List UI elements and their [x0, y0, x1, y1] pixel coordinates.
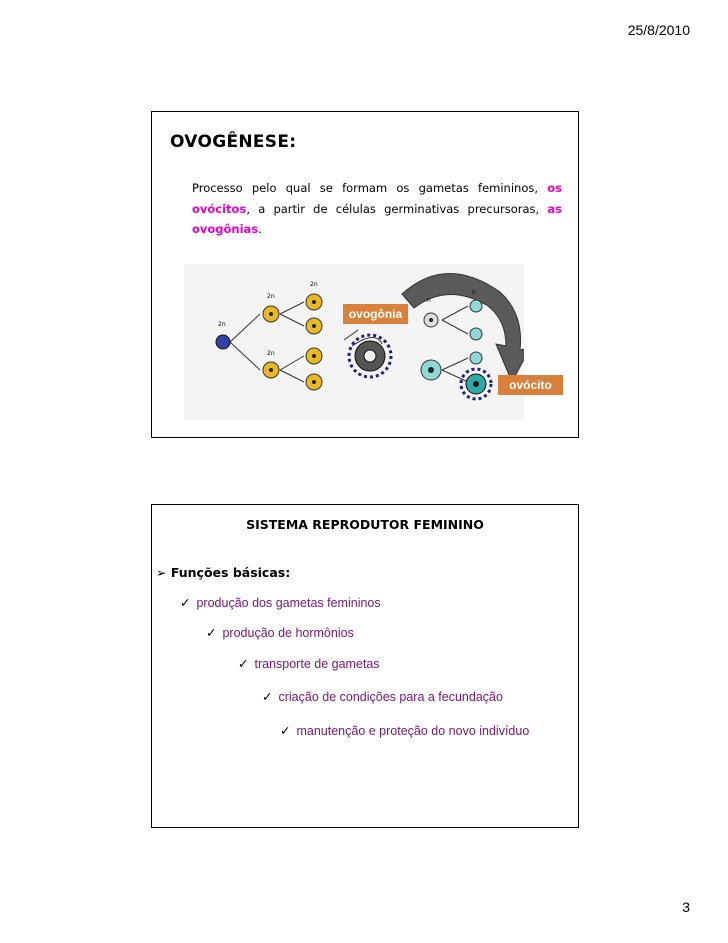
list-item-label: produção dos gametas femininos [196, 596, 381, 610]
branch-line [442, 358, 468, 382]
cell-label: n [427, 297, 431, 304]
cell-nucleus [312, 324, 316, 328]
branch-line [280, 302, 304, 326]
branch-line [230, 314, 260, 370]
list-item [180, 595, 381, 610]
cell-group [263, 293, 279, 378]
cell-nucleus [429, 318, 433, 322]
cell-label: 2n [267, 293, 275, 300]
cell-nucleus [312, 300, 316, 304]
list-item [280, 723, 529, 738]
slide-paragraph [192, 178, 562, 240]
cell-n [470, 352, 482, 364]
cell-n [470, 300, 482, 312]
heading-text: Funções básicas: [170, 565, 291, 580]
page-date: 25/8/2010 [627, 22, 690, 38]
paragraph-text: Processo pelo qual se formam os gametas femininos, [192, 181, 539, 195]
slide-title: SISTEMA REPRODUTOR FEMININO [246, 517, 484, 532]
oogenesis-diagram-svg [184, 264, 524, 420]
list-item-label: produção de hormônios [222, 626, 354, 640]
list-item-label: transporte de gametas [254, 657, 380, 671]
slide-ovogenese [151, 111, 579, 438]
cell-nucleus [312, 354, 316, 358]
cell-label: n [472, 289, 476, 296]
arrow-bullet-icon: ➢ [156, 565, 167, 580]
germ-cell [216, 335, 230, 349]
section-heading [156, 565, 290, 580]
cell-n [470, 328, 482, 340]
slide-title: OVOGÊNESE: [170, 132, 297, 152]
oogenesis-diagram [184, 264, 524, 420]
cell-nucleus [428, 367, 434, 373]
checkmark-icon: ✓ [206, 626, 217, 640]
process-arrow-icon [402, 273, 524, 382]
list-item [262, 689, 503, 704]
slide-sistema-reprodutor [151, 504, 579, 828]
cell-nucleus [312, 380, 316, 384]
cell-nucleus [269, 368, 273, 372]
list-item-label: manutenção e proteção do novo indivíduo [296, 724, 530, 738]
label-ovogonia: ovogônia [343, 304, 408, 324]
paragraph-text: , a partir de células germinativas precursoras, [246, 201, 540, 216]
branch-line [442, 306, 468, 334]
cell-nucleus [269, 312, 273, 316]
checkmark-icon: ✓ [238, 657, 249, 671]
checkmark-icon: ✓ [262, 690, 273, 704]
term-ovocitos: os ovócitos [192, 181, 562, 216]
cell-label: 2n [267, 350, 275, 357]
cell-nucleus [473, 381, 479, 387]
list-item-label: criação de condições para a fecundação [278, 690, 503, 704]
branch-line [280, 356, 304, 382]
list-item [238, 656, 380, 671]
cell-group [306, 281, 322, 390]
checkmark-icon: ✓ [280, 724, 291, 738]
label-ovocito: ovócito [498, 375, 563, 395]
cell-label: 2n [310, 281, 318, 288]
list-item [206, 625, 354, 640]
term-ovogonias: as ovogônias [192, 201, 562, 236]
paragraph-text: . [258, 222, 262, 236]
checkmark-icon: ✓ [180, 596, 191, 610]
cell-nucleus [364, 350, 376, 362]
cell-label: 2n [218, 321, 226, 328]
page-number: 3 [682, 899, 690, 915]
